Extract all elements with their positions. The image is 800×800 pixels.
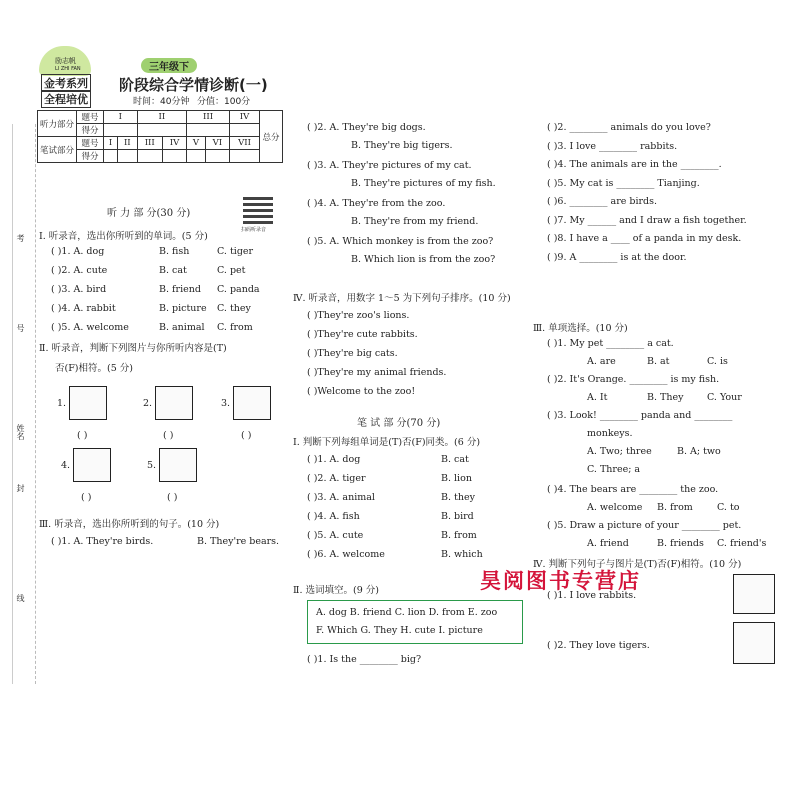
question-line: ( )5. My cat is ________ Tianjing. <box>547 177 700 189</box>
option: B. friends <box>657 538 704 549</box>
col-header: III <box>137 137 162 150</box>
picture-number: 1. <box>57 398 67 409</box>
question-line: ( )3. A. They're pictures of my cat. <box>307 160 472 171</box>
question-line: ( )2. A. cute <box>51 265 108 276</box>
question-line: ( )3. I love ________ rabbits. <box>547 140 678 152</box>
question-line-cont: monkeys. <box>587 428 633 439</box>
brand-name: 励志帆 <box>55 57 76 65</box>
question-line: ( )They're cute rabbits. <box>307 329 418 340</box>
section-title-cont: 否(F)相符。(5 分) <box>55 363 133 374</box>
option: A. welcome <box>587 502 643 513</box>
qr-caption: 扫码听录音 <box>241 227 267 233</box>
option: C. Three; a <box>587 464 641 475</box>
option: B. picture <box>159 303 207 314</box>
question-line: ( )3. Look! ________ panda and ________ <box>547 410 733 421</box>
birds-picture <box>73 448 111 482</box>
total-score: 分值：100分 <box>197 97 251 107</box>
option: B. lion <box>441 473 472 484</box>
question-line: ( )1. A. dog <box>307 454 361 465</box>
option: B. friend <box>159 284 201 295</box>
col-header: VI <box>205 137 229 150</box>
option: B. at <box>647 356 670 367</box>
option: B. fish <box>159 246 190 257</box>
fish-picture <box>733 622 775 664</box>
middle-column <box>293 124 531 684</box>
question-line: ( )1. A. They're birds. <box>51 536 154 547</box>
section-title: Ⅳ. 听录音，用数字 1～5 为下列句子排序。(10 分) <box>293 293 511 304</box>
picture-number: 5. <box>147 460 157 471</box>
question-line: ( )6. ________ are birds. <box>547 196 658 207</box>
option: C. they <box>217 303 251 314</box>
row-label: 得分 <box>77 124 104 137</box>
qr-code <box>243 194 273 224</box>
page-title: 阶段综合学情诊断(一) <box>119 76 268 94</box>
pandas-picture <box>155 386 193 420</box>
option: B. They're big tigers. <box>351 140 453 151</box>
option: B. bird <box>441 511 474 522</box>
question-line: ( )They're my animal friends. <box>307 367 447 378</box>
question-line: ( )2. It's Orange. ________ is my fish. <box>547 374 720 385</box>
written-part-label: 笔试部分 <box>38 137 77 163</box>
section-title: Ⅲ. 听录音，选出你所听到的句子。(10 分) <box>39 519 220 530</box>
sidebar-label: 考 <box>16 234 25 242</box>
score-table <box>37 110 283 163</box>
row-label: 得分 <box>77 150 104 163</box>
sidebar-label: 封 <box>16 484 25 492</box>
rabbits-picture <box>733 574 775 614</box>
left-column <box>37 57 291 684</box>
question-line: ( )3. A. bird <box>51 284 107 295</box>
question-line: ( )They're big cats. <box>307 348 398 359</box>
question-line: ( )5. Draw a picture of your ________ pet. <box>547 520 742 531</box>
total-label: 总分 <box>260 111 283 163</box>
answer-paren[interactable]: ( ) <box>81 492 92 503</box>
option: C. friend's <box>717 538 767 549</box>
row-label: 题号 <box>77 137 104 150</box>
sidebar-label: 姓名 <box>16 424 25 440</box>
monkeys-picture <box>233 386 271 420</box>
question-line: ( )3. A. animal <box>307 492 375 503</box>
col-header: I <box>104 137 118 150</box>
section-title: Ⅱ. 选词填空。(9 分) <box>293 585 379 596</box>
option: A. It <box>587 392 608 403</box>
grade-tag: 三年级下 <box>141 58 197 73</box>
question-option: B. They're bears. <box>197 536 280 547</box>
question-line: ( )1. A. dog <box>51 246 105 257</box>
option: B. They're from my friend. <box>351 216 479 227</box>
listening-part-label: 听力部分 <box>38 111 77 137</box>
question-line: ( )5. A. Which monkey is from the zoo? <box>307 236 494 247</box>
col-header: IV <box>162 137 186 150</box>
picture-number: 3. <box>221 398 231 409</box>
option: B. from <box>441 530 477 541</box>
col-header: II <box>118 137 138 150</box>
option: B. they <box>441 492 475 503</box>
word-bank-row: F. Which G. They H. cute I. picture <box>316 625 483 636</box>
option: B. cat <box>159 265 187 276</box>
question-line: ( )1. I love rabbits. <box>547 590 637 601</box>
question-line: ( )5. A. cute <box>307 530 364 541</box>
question-line: ( )6. A. welcome <box>307 549 385 560</box>
written-heading: 笔 试 部 分(70 分) <box>357 418 441 429</box>
option: C. to <box>717 502 740 513</box>
question-line: ( )1. My pet ________ a cat. <box>547 338 674 349</box>
option: C. from <box>217 322 253 333</box>
question-line: ( )7. My ______ and I draw a fish together. <box>547 214 747 226</box>
question-line: ( )2. A. tiger <box>307 473 366 484</box>
picture-number: 2. <box>143 398 153 409</box>
word-bank <box>307 600 523 644</box>
option: B. from <box>657 502 693 513</box>
exam-sheet <box>12 57 791 684</box>
option: A. friend <box>587 538 629 549</box>
answer-paren[interactable]: ( ) <box>77 430 88 441</box>
option: B. A; two <box>677 446 721 457</box>
sidebar-label: 线 <box>16 594 25 602</box>
right-column <box>533 124 789 684</box>
option: A. are <box>587 356 616 367</box>
col-header: V <box>187 137 206 150</box>
col-header: VII <box>230 137 260 150</box>
option: B. which <box>441 549 483 560</box>
col-header: III <box>187 111 230 124</box>
option: A. Two; three <box>587 446 652 457</box>
section-title: Ⅲ. 单项选择。(10 分) <box>533 323 628 334</box>
answer-paren[interactable]: ( ) <box>163 430 174 441</box>
option: B. They're pictures of my fish. <box>351 178 496 189</box>
option: C. panda <box>217 284 260 295</box>
option: C. Your <box>707 392 742 403</box>
col-header: I <box>104 111 138 124</box>
col-header: II <box>137 111 187 124</box>
section-title: Ⅳ. 判断下列句子与图片是(T)否(F)相符。(10 分) <box>533 559 742 570</box>
series-line1: 金考系列 <box>41 74 91 92</box>
row-label: 题号 <box>77 111 104 124</box>
question-line: ( )5. A. welcome <box>51 322 129 333</box>
question-line: ( )4. The bears are ________ the zoo. <box>547 484 719 495</box>
shop-watermark: 昊阅图书专营店 <box>480 569 641 593</box>
fish-picture <box>159 448 197 482</box>
question-line: ( )4. A. They're from the zoo. <box>307 198 446 209</box>
question-line: ( )Welcome to the zoo! <box>307 386 416 397</box>
option: B. animal <box>159 322 205 333</box>
section-title: Ⅰ. 判断下列每组单词是(T)否(F)同类。(6 分) <box>293 437 481 448</box>
option: B. Which lion is from the zoo? <box>351 254 496 265</box>
question-line: ( )1. Is the ________ big? <box>307 654 422 665</box>
question-line: ( )4. A. rabbit <box>51 303 116 314</box>
question-line: ( )2. ________ animals do you love? <box>547 122 711 133</box>
rabbits-picture <box>69 386 107 420</box>
brand-subname: LI ZHI FAN <box>55 66 81 72</box>
option: B. They <box>647 392 684 403</box>
option: C. is <box>707 356 728 367</box>
word-bank-row: A. dog B. friend C. lion D. from E. zoo <box>316 607 498 618</box>
section-title: Ⅰ. 听录音，选出你所听到的单词。(5 分) <box>39 231 208 242</box>
section-title: Ⅱ. 听录音，判断下列图片与你所听内容是(T) <box>39 343 227 354</box>
col-header: IV <box>230 111 260 124</box>
answer-paren[interactable]: ( ) <box>167 492 178 503</box>
question-line: ( )4. The animals are in the ________. <box>547 159 722 170</box>
question-line: ( )9. A ________ is at the door. <box>547 251 687 263</box>
binding-margin <box>13 124 36 684</box>
question-line: ( )They're zoo's lions. <box>307 310 410 321</box>
answer-paren[interactable]: ( ) <box>241 430 252 441</box>
option: C. tiger <box>217 246 254 257</box>
question-line: ( )2. They love tigers. <box>547 640 650 651</box>
option: C. pet <box>217 265 246 276</box>
series-line2: 全程培优 <box>41 90 91 108</box>
question-line: ( )4. A. fish <box>307 511 360 522</box>
question-line: ( )2. A. They're big dogs. <box>307 122 426 133</box>
option: B. cat <box>441 454 469 465</box>
question-line: ( )8. I have a ____ of a panda in my desk. <box>547 233 742 244</box>
time-limit: 时间：40分钟 <box>133 97 190 107</box>
picture-number: 4. <box>61 460 71 471</box>
sidebar-label: 号 <box>16 324 25 332</box>
listening-heading: 听 力 部 分(30 分) <box>107 208 191 219</box>
